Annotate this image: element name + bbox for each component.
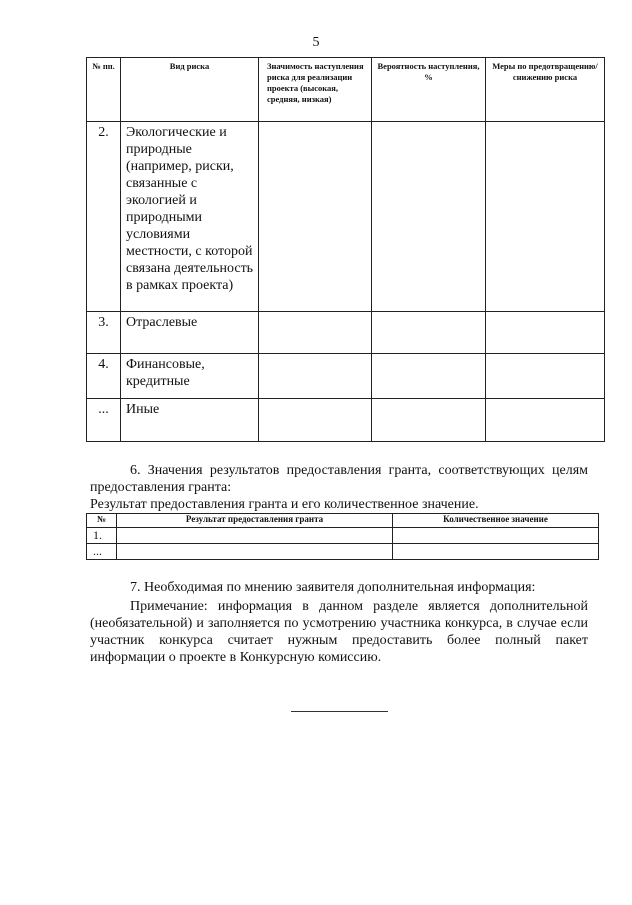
header-measures: Меры по предотвращению/ снижению риска bbox=[486, 58, 605, 122]
table-row bbox=[87, 354, 605, 399]
risk-row-number: 3. bbox=[87, 312, 121, 354]
signature-line bbox=[291, 711, 388, 712]
risk-row-kind: Экологические и природные (например, риски, связанные с экологией и природными условиями местности, с которой связана деятельность в рамках проекта) bbox=[121, 122, 259, 312]
risk-row-number: 2. bbox=[87, 122, 121, 312]
significance-cell[interactable] bbox=[259, 354, 372, 399]
header-significance: Значимость наступления риска для реализации проекта (высокая, средняя, низкая) bbox=[259, 58, 372, 122]
result-table-header-row bbox=[87, 514, 599, 528]
measures-cell[interactable] bbox=[486, 399, 605, 442]
risk-row-kind: Финансовые, кредитные bbox=[121, 354, 259, 399]
risk-table-header-row bbox=[87, 58, 605, 122]
header-probability: Вероятность наступления, % bbox=[372, 58, 486, 122]
risk-row-kind: Отраслевые bbox=[121, 312, 259, 354]
header-result: Результат предоставления гранта bbox=[117, 514, 393, 528]
header-number: № пп. bbox=[87, 58, 121, 122]
measures-cell[interactable] bbox=[486, 312, 605, 354]
significance-cell[interactable] bbox=[259, 312, 372, 354]
section-6-subtitle: Результат предоставления гранта и его количественное значение. bbox=[90, 497, 479, 512]
header-number: № bbox=[87, 514, 117, 528]
result-table bbox=[86, 513, 599, 560]
header-risk-type: Вид риска bbox=[121, 58, 259, 122]
header-quantity: Количественное значение bbox=[393, 514, 599, 528]
section-7-note: Примечание: информация в данном разделе является дополнительной (необязательной) и заполняется по усмотрению участника конкурса, в случае если участник конкурса считает нужным предоставить более полный пакет информации о проекте в Конкурсную комиссию. bbox=[90, 599, 588, 665]
risk-row-kind: Иные bbox=[121, 399, 259, 442]
probability-cell[interactable] bbox=[372, 312, 486, 354]
risk-row-number: ... bbox=[87, 399, 121, 442]
table-row bbox=[87, 122, 605, 312]
risk-row-number: 4. bbox=[87, 354, 121, 399]
table-row bbox=[87, 528, 599, 544]
result-row-number: ... bbox=[87, 544, 117, 560]
table-row bbox=[87, 399, 605, 442]
quantity-cell[interactable] bbox=[393, 544, 599, 560]
page-number: 5 bbox=[312, 35, 320, 50]
table-row bbox=[87, 544, 599, 560]
result-row-number: 1. bbox=[87, 528, 117, 544]
result-cell[interactable] bbox=[117, 544, 393, 560]
probability-cell[interactable] bbox=[372, 354, 486, 399]
significance-cell[interactable] bbox=[259, 122, 372, 312]
quantity-cell[interactable] bbox=[393, 528, 599, 544]
table-row bbox=[87, 312, 605, 354]
section-7-title: 7. Необходимая по мнению заявителя дополнительная информация: bbox=[130, 580, 536, 595]
risk-table bbox=[86, 57, 605, 442]
probability-cell[interactable] bbox=[372, 399, 486, 442]
significance-cell[interactable] bbox=[259, 399, 372, 442]
measures-cell[interactable] bbox=[486, 354, 605, 399]
measures-cell[interactable] bbox=[486, 122, 605, 312]
section-6-text: 6. Значения результатов предоставления гранта, соответствующих целям предоставления гранта: bbox=[90, 463, 588, 495]
probability-cell[interactable] bbox=[372, 122, 486, 312]
result-cell[interactable] bbox=[117, 528, 393, 544]
